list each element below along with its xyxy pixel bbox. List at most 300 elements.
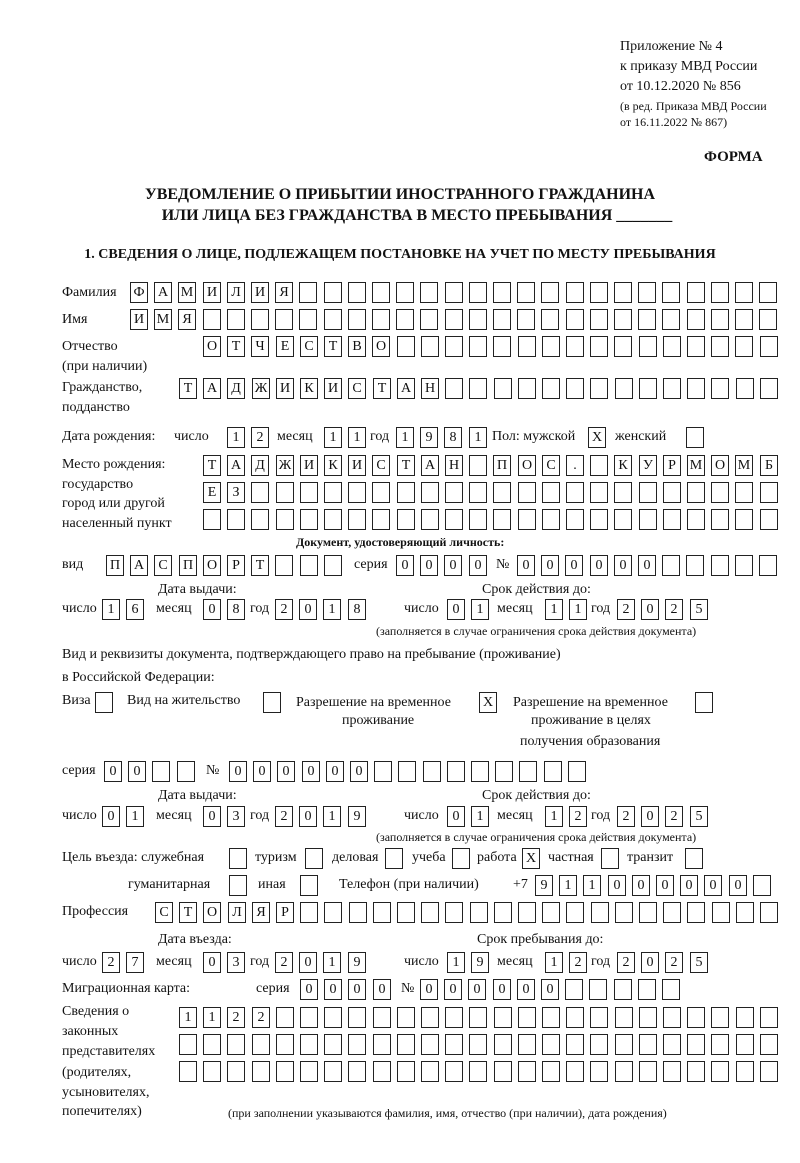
char-cell[interactable]: С: [300, 336, 318, 357]
char-cell[interactable]: [203, 309, 221, 330]
char-cell[interactable]: [398, 761, 416, 782]
char-cell[interactable]: Т: [179, 378, 197, 399]
char-cell[interactable]: [324, 555, 342, 576]
char-cell[interactable]: [518, 1034, 536, 1055]
char-cell[interactable]: 9: [348, 806, 366, 827]
checkbox[interactable]: [305, 848, 323, 869]
char-cell[interactable]: С: [542, 455, 560, 476]
char-cell[interactable]: [638, 282, 656, 303]
char-cell[interactable]: [300, 902, 318, 923]
checkbox[interactable]: [695, 692, 713, 713]
char-cell[interactable]: 1: [323, 599, 341, 620]
char-cell[interactable]: .: [566, 455, 584, 476]
char-cell[interactable]: [663, 482, 681, 503]
char-cell[interactable]: 5: [690, 806, 708, 827]
char-cell[interactable]: К: [324, 455, 342, 476]
char-cell[interactable]: 5: [690, 952, 708, 973]
char-cell[interactable]: С: [155, 902, 173, 923]
checkbox[interactable]: [229, 848, 247, 869]
char-cell[interactable]: [421, 509, 439, 530]
char-cell[interactable]: [397, 902, 415, 923]
char-cell[interactable]: [447, 761, 465, 782]
checkbox[interactable]: [263, 692, 281, 713]
char-cell[interactable]: [494, 902, 512, 923]
char-cell[interactable]: [639, 378, 657, 399]
char-cell[interactable]: [687, 282, 705, 303]
char-cell[interactable]: Д: [251, 455, 269, 476]
char-cell[interactable]: [566, 1061, 584, 1082]
char-cell[interactable]: [469, 1061, 487, 1082]
char-cell[interactable]: [687, 309, 705, 330]
checkbox[interactable]: [95, 692, 113, 713]
char-cell[interactable]: [227, 1034, 245, 1055]
checkbox[interactable]: [452, 848, 470, 869]
char-cell[interactable]: С: [154, 555, 172, 576]
char-cell[interactable]: 0: [203, 952, 221, 973]
char-cell[interactable]: [518, 902, 536, 923]
char-cell[interactable]: Л: [227, 282, 245, 303]
char-cell[interactable]: 0: [302, 761, 320, 782]
char-cell[interactable]: 1: [348, 427, 366, 448]
char-cell[interactable]: Ж: [276, 455, 294, 476]
char-cell[interactable]: [421, 1061, 439, 1082]
char-cell[interactable]: 0: [348, 979, 366, 1000]
char-cell[interactable]: [566, 1034, 584, 1055]
char-cell[interactable]: [519, 761, 537, 782]
char-cell[interactable]: [736, 1061, 754, 1082]
char-cell[interactable]: Ч: [251, 336, 269, 357]
char-cell[interactable]: [566, 1007, 584, 1028]
char-cell[interactable]: [299, 282, 317, 303]
char-cell[interactable]: [373, 902, 391, 923]
char-cell[interactable]: [493, 482, 511, 503]
char-cell[interactable]: [372, 309, 390, 330]
char-cell[interactable]: 1: [545, 952, 563, 973]
char-cell[interactable]: [735, 509, 753, 530]
char-cell[interactable]: [252, 1034, 270, 1055]
char-cell[interactable]: 2: [252, 1007, 270, 1028]
char-cell[interactable]: [349, 902, 367, 923]
char-cell[interactable]: [663, 509, 681, 530]
char-cell[interactable]: 8: [444, 427, 462, 448]
char-cell[interactable]: [591, 902, 609, 923]
char-cell[interactable]: [760, 902, 778, 923]
char-cell[interactable]: [469, 282, 487, 303]
char-cell[interactable]: 7: [126, 952, 144, 973]
char-cell[interactable]: 2: [617, 952, 635, 973]
char-cell[interactable]: [542, 378, 560, 399]
char-cell[interactable]: [590, 309, 608, 330]
char-cell[interactable]: [566, 509, 584, 530]
char-cell[interactable]: 0: [102, 806, 120, 827]
char-cell[interactable]: П: [493, 455, 511, 476]
char-cell[interactable]: 2: [617, 599, 635, 620]
char-cell[interactable]: [518, 378, 536, 399]
char-cell[interactable]: [276, 1061, 294, 1082]
char-cell[interactable]: [396, 309, 414, 330]
char-cell[interactable]: [179, 1061, 197, 1082]
char-cell[interactable]: 0: [517, 979, 535, 1000]
char-cell[interactable]: 1: [569, 599, 587, 620]
char-cell[interactable]: [397, 1034, 415, 1055]
char-cell[interactable]: [590, 1034, 608, 1055]
char-cell[interactable]: М: [687, 455, 705, 476]
char-cell[interactable]: 2: [665, 952, 683, 973]
char-cell[interactable]: [420, 282, 438, 303]
char-cell[interactable]: 1: [469, 427, 487, 448]
char-cell[interactable]: С: [348, 378, 366, 399]
char-cell[interactable]: [663, 1034, 681, 1055]
char-cell[interactable]: [687, 1007, 705, 1028]
char-cell[interactable]: [397, 1007, 415, 1028]
char-cell[interactable]: [494, 1061, 512, 1082]
char-cell[interactable]: [469, 1034, 487, 1055]
char-cell[interactable]: [590, 509, 608, 530]
char-cell[interactable]: [420, 309, 438, 330]
char-cell[interactable]: 0: [326, 761, 344, 782]
checkbox[interactable]: X: [588, 427, 606, 448]
char-cell[interactable]: [542, 509, 560, 530]
char-cell[interactable]: [493, 282, 511, 303]
char-cell[interactable]: 0: [203, 806, 221, 827]
char-cell[interactable]: [663, 1061, 681, 1082]
char-cell[interactable]: [687, 1061, 705, 1082]
char-cell[interactable]: [348, 509, 366, 530]
char-cell[interactable]: [445, 1007, 463, 1028]
char-cell[interactable]: [614, 482, 632, 503]
char-cell[interactable]: [663, 336, 681, 357]
char-cell[interactable]: [590, 336, 608, 357]
char-cell[interactable]: [686, 555, 704, 576]
checkbox[interactable]: [385, 848, 403, 869]
char-cell[interactable]: И: [276, 378, 294, 399]
char-cell[interactable]: [324, 509, 342, 530]
char-cell[interactable]: [177, 761, 195, 782]
char-cell[interactable]: А: [421, 455, 439, 476]
char-cell[interactable]: [542, 1034, 560, 1055]
char-cell[interactable]: [638, 979, 656, 1000]
char-cell[interactable]: [735, 482, 753, 503]
char-cell[interactable]: [711, 1034, 729, 1055]
char-cell[interactable]: [760, 1007, 778, 1028]
char-cell[interactable]: [348, 1034, 366, 1055]
char-cell[interactable]: [711, 309, 729, 330]
char-cell[interactable]: 8: [227, 599, 245, 620]
char-cell[interactable]: [445, 309, 463, 330]
char-cell[interactable]: [541, 282, 559, 303]
char-cell[interactable]: А: [227, 455, 245, 476]
char-cell[interactable]: [711, 378, 729, 399]
char-cell[interactable]: И: [348, 455, 366, 476]
char-cell[interactable]: [760, 378, 778, 399]
char-cell[interactable]: Н: [421, 378, 439, 399]
char-cell[interactable]: [494, 1034, 512, 1055]
char-cell[interactable]: [711, 555, 729, 576]
char-cell[interactable]: [687, 336, 705, 357]
char-cell[interactable]: 0: [517, 555, 535, 576]
char-cell[interactable]: 9: [471, 952, 489, 973]
char-cell[interactable]: А: [397, 378, 415, 399]
char-cell[interactable]: 0: [614, 555, 632, 576]
char-cell[interactable]: [469, 482, 487, 503]
char-cell[interactable]: 2: [227, 1007, 245, 1028]
char-cell[interactable]: [300, 555, 318, 576]
char-cell[interactable]: З: [227, 482, 245, 503]
char-cell[interactable]: [348, 1061, 366, 1082]
char-cell[interactable]: 1: [126, 806, 144, 827]
char-cell[interactable]: М: [178, 282, 196, 303]
char-cell[interactable]: Т: [324, 336, 342, 357]
char-cell[interactable]: [760, 1061, 778, 1082]
char-cell[interactable]: 6: [126, 599, 144, 620]
char-cell[interactable]: Я: [252, 902, 270, 923]
char-cell[interactable]: О: [203, 555, 221, 576]
checkbox[interactable]: [685, 848, 703, 869]
char-cell[interactable]: 3: [227, 952, 245, 973]
char-cell[interactable]: [614, 979, 632, 1000]
char-cell[interactable]: [542, 902, 560, 923]
char-cell[interactable]: 0: [608, 875, 626, 896]
char-cell[interactable]: [348, 1007, 366, 1028]
char-cell[interactable]: [639, 1007, 657, 1028]
char-cell[interactable]: [469, 336, 487, 357]
char-cell[interactable]: [324, 282, 342, 303]
char-cell[interactable]: 0: [350, 761, 368, 782]
char-cell[interactable]: [639, 336, 657, 357]
char-cell[interactable]: [421, 482, 439, 503]
char-cell[interactable]: 0: [469, 555, 487, 576]
char-cell[interactable]: [469, 455, 487, 476]
char-cell[interactable]: [711, 509, 729, 530]
char-cell[interactable]: [252, 1061, 270, 1082]
checkbox[interactable]: [300, 875, 318, 896]
char-cell[interactable]: 0: [300, 979, 318, 1000]
char-cell[interactable]: Я: [275, 282, 293, 303]
char-cell[interactable]: [566, 378, 584, 399]
char-cell[interactable]: [590, 482, 608, 503]
char-cell[interactable]: 1: [323, 806, 341, 827]
char-cell[interactable]: [300, 509, 318, 530]
char-cell[interactable]: 0: [299, 599, 317, 620]
char-cell[interactable]: 0: [253, 761, 271, 782]
char-cell[interactable]: [711, 336, 729, 357]
char-cell[interactable]: [445, 482, 463, 503]
char-cell[interactable]: [493, 309, 511, 330]
char-cell[interactable]: [251, 482, 269, 503]
char-cell[interactable]: 2: [275, 599, 293, 620]
char-cell[interactable]: [421, 1034, 439, 1055]
char-cell[interactable]: 1: [179, 1007, 197, 1028]
char-cell[interactable]: Т: [203, 455, 221, 476]
char-cell[interactable]: [374, 761, 392, 782]
char-cell[interactable]: У: [639, 455, 657, 476]
char-cell[interactable]: [663, 1007, 681, 1028]
char-cell[interactable]: 2: [275, 806, 293, 827]
char-cell[interactable]: 9: [348, 952, 366, 973]
char-cell[interactable]: [615, 902, 633, 923]
char-cell[interactable]: [711, 282, 729, 303]
char-cell[interactable]: [251, 309, 269, 330]
char-cell[interactable]: К: [614, 455, 632, 476]
char-cell[interactable]: [639, 1061, 657, 1082]
char-cell[interactable]: [445, 282, 463, 303]
char-cell[interactable]: 0: [641, 806, 659, 827]
char-cell[interactable]: [639, 509, 657, 530]
char-cell[interactable]: Р: [663, 455, 681, 476]
char-cell[interactable]: 0: [128, 761, 146, 782]
char-cell[interactable]: [541, 309, 559, 330]
char-cell[interactable]: Е: [276, 336, 294, 357]
char-cell[interactable]: [276, 1034, 294, 1055]
char-cell[interactable]: [324, 482, 342, 503]
char-cell[interactable]: [324, 1007, 342, 1028]
char-cell[interactable]: 0: [680, 875, 698, 896]
char-cell[interactable]: 1: [559, 875, 577, 896]
char-cell[interactable]: [568, 761, 586, 782]
char-cell[interactable]: [227, 1061, 245, 1082]
char-cell[interactable]: [614, 336, 632, 357]
char-cell[interactable]: [469, 1007, 487, 1028]
char-cell[interactable]: [518, 336, 536, 357]
char-cell[interactable]: [470, 902, 488, 923]
char-cell[interactable]: П: [179, 555, 197, 576]
char-cell[interactable]: [300, 1061, 318, 1082]
char-cell[interactable]: 0: [729, 875, 747, 896]
char-cell[interactable]: 1: [102, 599, 120, 620]
char-cell[interactable]: 2: [569, 806, 587, 827]
char-cell[interactable]: [397, 336, 415, 357]
char-cell[interactable]: 1: [447, 952, 465, 973]
char-cell[interactable]: 1: [203, 1007, 221, 1028]
char-cell[interactable]: [662, 979, 680, 1000]
char-cell[interactable]: 0: [468, 979, 486, 1000]
char-cell[interactable]: [590, 1007, 608, 1028]
char-cell[interactable]: [760, 1034, 778, 1055]
char-cell[interactable]: 0: [704, 875, 722, 896]
char-cell[interactable]: Т: [251, 555, 269, 576]
char-cell[interactable]: 0: [299, 952, 317, 973]
char-cell[interactable]: 0: [229, 761, 247, 782]
char-cell[interactable]: Н: [445, 455, 463, 476]
char-cell[interactable]: Т: [373, 378, 391, 399]
char-cell[interactable]: [639, 482, 657, 503]
char-cell[interactable]: Ф: [130, 282, 148, 303]
char-cell[interactable]: [663, 902, 681, 923]
char-cell[interactable]: [299, 309, 317, 330]
char-cell[interactable]: Т: [397, 455, 415, 476]
char-cell[interactable]: И: [130, 309, 148, 330]
char-cell[interactable]: [662, 555, 680, 576]
char-cell[interactable]: [615, 1034, 633, 1055]
checkbox[interactable]: X: [522, 848, 540, 869]
char-cell[interactable]: 0: [324, 979, 342, 1000]
char-cell[interactable]: [227, 309, 245, 330]
char-cell[interactable]: [203, 509, 221, 530]
char-cell[interactable]: М: [735, 455, 753, 476]
char-cell[interactable]: [663, 378, 681, 399]
char-cell[interactable]: Т: [227, 336, 245, 357]
char-cell[interactable]: [639, 902, 657, 923]
char-cell[interactable]: [566, 902, 584, 923]
char-cell[interactable]: 9: [420, 427, 438, 448]
char-cell[interactable]: П: [106, 555, 124, 576]
char-cell[interactable]: К: [300, 378, 318, 399]
char-cell[interactable]: [445, 1061, 463, 1082]
char-cell[interactable]: 0: [541, 555, 559, 576]
char-cell[interactable]: [615, 378, 633, 399]
char-cell[interactable]: [445, 1034, 463, 1055]
char-cell[interactable]: [687, 1034, 705, 1055]
char-cell[interactable]: [687, 482, 705, 503]
char-cell[interactable]: [469, 378, 487, 399]
char-cell[interactable]: И: [300, 455, 318, 476]
char-cell[interactable]: [662, 309, 680, 330]
char-cell[interactable]: О: [203, 336, 221, 357]
char-cell[interactable]: 0: [632, 875, 650, 896]
char-cell[interactable]: [542, 1061, 560, 1082]
char-cell[interactable]: 5: [690, 599, 708, 620]
char-cell[interactable]: 2: [617, 806, 635, 827]
char-cell[interactable]: [372, 482, 390, 503]
char-cell[interactable]: [614, 309, 632, 330]
char-cell[interactable]: [203, 1034, 221, 1055]
char-cell[interactable]: 0: [590, 555, 608, 576]
char-cell[interactable]: [566, 309, 584, 330]
char-cell[interactable]: 9: [535, 875, 553, 896]
char-cell[interactable]: [760, 336, 778, 357]
char-cell[interactable]: Р: [227, 555, 245, 576]
char-cell[interactable]: [324, 1061, 342, 1082]
char-cell[interactable]: Д: [227, 378, 245, 399]
char-cell[interactable]: [348, 309, 366, 330]
char-cell[interactable]: 0: [203, 599, 221, 620]
char-cell[interactable]: А: [154, 282, 172, 303]
char-cell[interactable]: [735, 309, 753, 330]
char-cell[interactable]: [590, 378, 608, 399]
char-cell[interactable]: 2: [251, 427, 269, 448]
char-cell[interactable]: [348, 482, 366, 503]
char-cell[interactable]: [687, 902, 705, 923]
char-cell[interactable]: О: [518, 455, 536, 476]
char-cell[interactable]: И: [203, 282, 221, 303]
char-cell[interactable]: [445, 509, 463, 530]
char-cell[interactable]: [518, 482, 536, 503]
char-cell[interactable]: [760, 482, 778, 503]
char-cell[interactable]: [421, 1007, 439, 1028]
char-cell[interactable]: О: [203, 902, 221, 923]
char-cell[interactable]: [590, 282, 608, 303]
char-cell[interactable]: [421, 336, 439, 357]
char-cell[interactable]: М: [154, 309, 172, 330]
char-cell[interactable]: 2: [102, 952, 120, 973]
char-cell[interactable]: [518, 1061, 536, 1082]
char-cell[interactable]: Е: [203, 482, 221, 503]
char-cell[interactable]: [544, 761, 562, 782]
char-cell[interactable]: [372, 509, 390, 530]
char-cell[interactable]: И: [251, 282, 269, 303]
char-cell[interactable]: [495, 761, 513, 782]
char-cell[interactable]: [324, 902, 342, 923]
char-cell[interactable]: [494, 378, 512, 399]
char-cell[interactable]: 1: [545, 599, 563, 620]
char-cell[interactable]: [542, 482, 560, 503]
char-cell[interactable]: 0: [656, 875, 674, 896]
char-cell[interactable]: 1: [227, 427, 245, 448]
char-cell[interactable]: [518, 509, 536, 530]
char-cell[interactable]: [735, 282, 753, 303]
char-cell[interactable]: 1: [583, 875, 601, 896]
char-cell[interactable]: 1: [471, 806, 489, 827]
